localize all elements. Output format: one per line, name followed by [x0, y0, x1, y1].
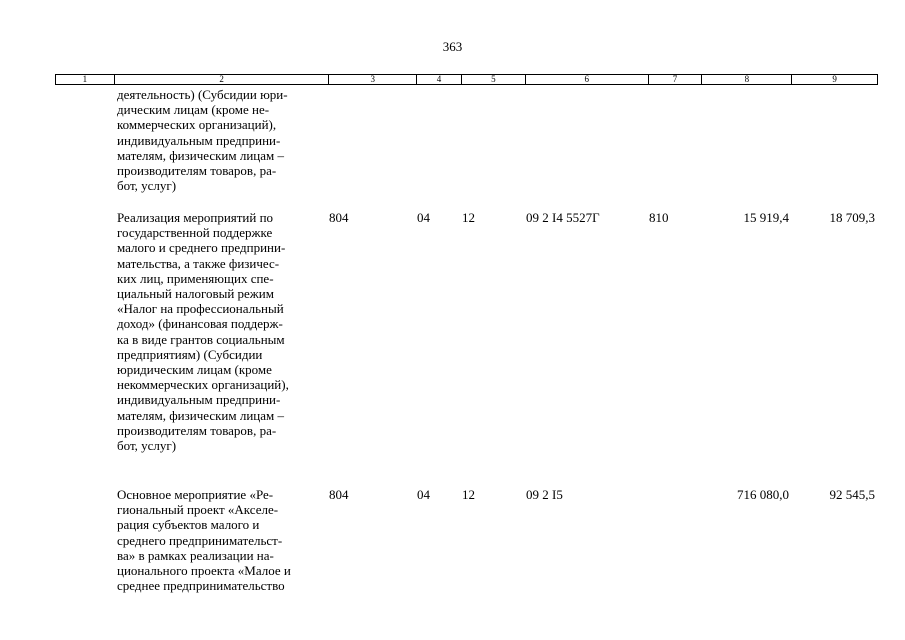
table-header — [55, 74, 878, 85]
row-description: деятельность) (Субсидии юри- дическим лицам (кроме не- коммерческих организаций), индивидуальным предприни- мателям, физическим лицам – производителям товаров, ра- бот, услуг) — [117, 87, 288, 194]
cell-col-9: 92 545,5 — [829, 487, 875, 502]
page-number: 363 — [442, 39, 463, 54]
header-col-2: 2 — [115, 75, 329, 84]
row-description: Реализация мероприятий по государственной поддержке малого и среднего предприни- мательства, а также физичес- ких лиц, применяющих спе- циальный налоговый режим «Налог на профессиональный доход» (финансовая поддерж- ка в виде грантов социальным предприятиям) (Субсидии юридическим лицам (кроме некоммерческих организаций), индивидуальным предприни- мателям, физическим лицам – производителям товаров, ра- бот, услуг) — [117, 210, 289, 454]
cell-col-5: 12 — [462, 487, 475, 502]
header-col-5: 5 — [462, 75, 526, 84]
row-description: Основное мероприятие «Ре- гиональный проект «Акселе- рация субъектов малого и среднего предпринимательст- ва» в рамках реализации на- ционального проекта «Малое и среднее предпринимательство — [117, 487, 291, 594]
cell-col-8: 15 919,4 — [743, 210, 789, 225]
cell-col-3: 804 — [329, 487, 349, 502]
cell-col-7: 810 — [649, 210, 669, 225]
cell-col-6: 09 2 I4 5527Г — [526, 210, 600, 225]
header-col-1: 1 — [56, 75, 115, 84]
cell-col-5: 12 — [462, 210, 475, 225]
header-col-6: 6 — [526, 75, 649, 84]
cell-col-9: 18 709,3 — [829, 210, 875, 225]
header-col-4: 4 — [417, 75, 462, 84]
header-col-3: 3 — [329, 75, 417, 84]
cell-col-8: 716 080,0 — [737, 487, 789, 502]
cell-col-4: 04 — [417, 487, 430, 502]
cell-col-6: 09 2 I5 — [526, 487, 563, 502]
cell-col-3: 804 — [329, 210, 349, 225]
cell-col-4: 04 — [417, 210, 430, 225]
header-col-9: 9 — [832, 74, 837, 84]
header-col-8: 8 — [702, 75, 792, 84]
header-col-7: 7 — [649, 75, 703, 84]
